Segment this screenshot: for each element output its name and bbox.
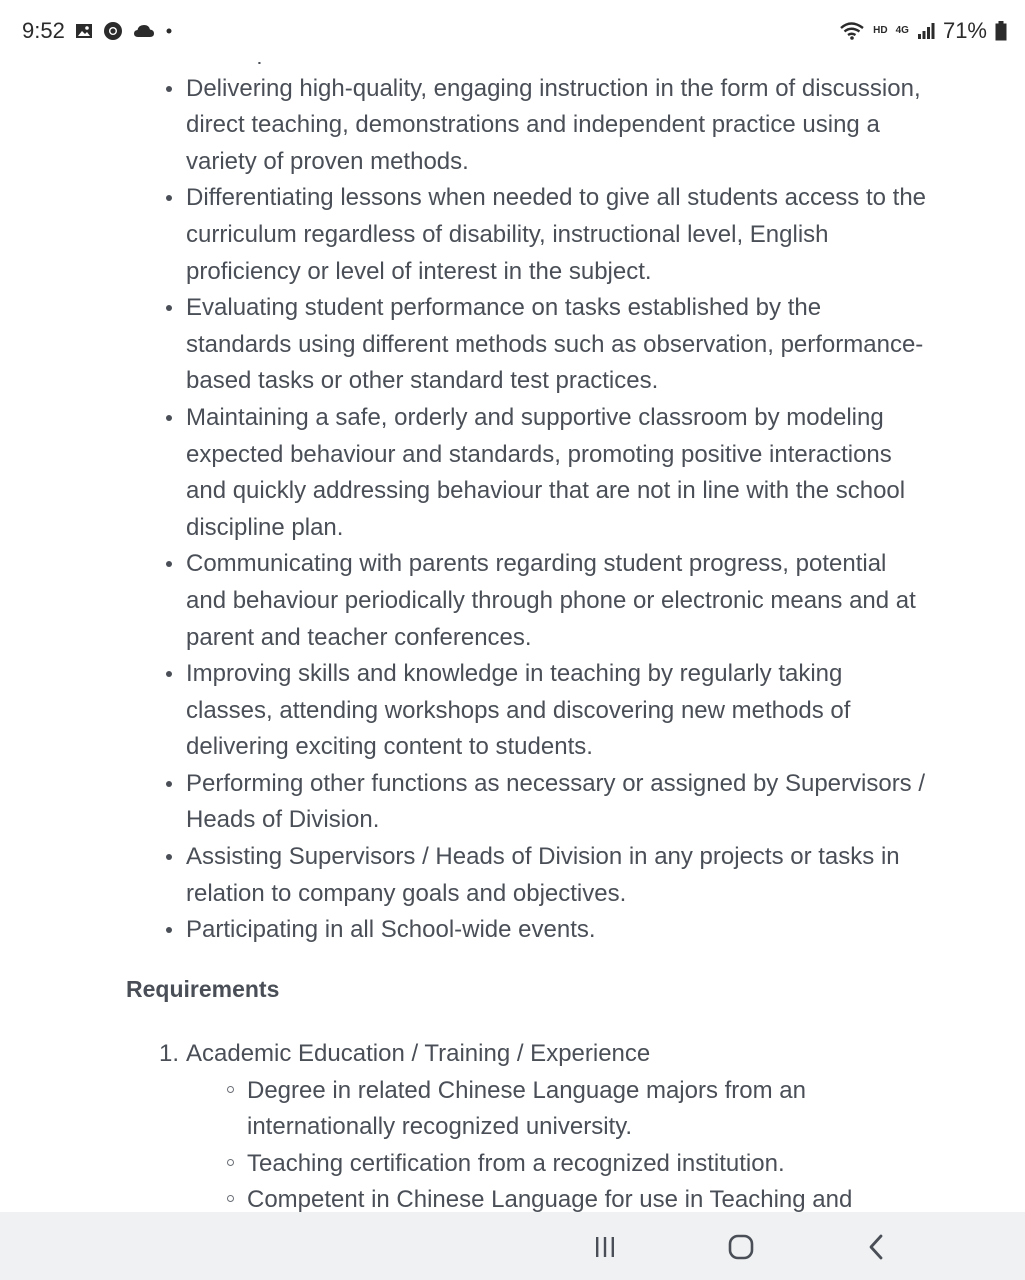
requirement-sublist (186, 1073, 887, 1212)
list-item: Assisting Supervisors / Heads of Division in any projects or tasks in relation to company goals and objectives. (186, 839, 926, 912)
back-button[interactable] (847, 1230, 907, 1264)
recent-apps-button[interactable] (575, 1230, 635, 1264)
home-button[interactable] (711, 1230, 771, 1264)
list-item: Improving skills and knowledge in teaching by regularly taking classes, attending workshops and discovering new methods of delivering exciting content to students. (186, 656, 926, 766)
notification-dot-icon (165, 27, 173, 35)
sub-list-item: Degree in related Chinese Language majors from an internationally recognized university. (247, 1073, 887, 1146)
status-left (22, 18, 173, 44)
list-item: Maintaining a safe, orderly and supportive classroom by modeling expected behaviour and standards, promoting positive interactions and quickly addressing behaviour that are not in line with the school discipline plan. (186, 400, 926, 546)
back-icon (865, 1233, 889, 1261)
network-type-label: 4G (895, 25, 909, 36)
requirement-title: Academic Education / Training / Experience (186, 1040, 651, 1067)
battery-percent: 71% (942, 18, 987, 43)
requirements-heading: Requirements (126, 976, 280, 1002)
recent-apps-icon (593, 1235, 617, 1259)
chrome-icon (103, 21, 123, 41)
list-item: Communicating with parents regarding student progress, potential and behaviour periodically through phone or electronic means and at parent and teacher conferences. (186, 546, 926, 656)
signal-icon (917, 22, 935, 40)
cloud-icon (133, 23, 155, 39)
list-item: Delivering high-quality, engaging instruction in the form of discussion, direct teaching, demonstrations and independent practice using a variety of proven methods. (186, 71, 926, 181)
requirement-number: 1. (159, 1040, 180, 1067)
battery-icon (995, 21, 1007, 41)
list-item: Evaluating student performance on tasks established by the standards using different methods such as observation, performance-based tasks or other standard test practices. (186, 290, 926, 400)
list-item: Performing other functions as necessary or assigned by Supervisors / Heads of Division. (186, 766, 926, 839)
navigation-bar (0, 1212, 1025, 1280)
clock: 9:52 (22, 18, 65, 43)
sub-list-item: Teaching certification from a recognized institution. (247, 1146, 887, 1183)
sub-list-item: Competent in Chinese Language for use in Teaching and (247, 1182, 887, 1212)
status-bar (0, 0, 1025, 62)
hd-label: HD (873, 25, 888, 36)
home-icon (727, 1233, 755, 1261)
status-right (839, 18, 1007, 44)
gallery-icon (75, 22, 93, 40)
requirements-list (159, 1036, 946, 1212)
responsibilities-list (186, 34, 926, 949)
wifi-icon (839, 20, 865, 42)
list-item: Differentiating lessons when needed to give all students access to the curriculum regardless of disability, instructional level, English proficiency or level of interest in the subject. (186, 180, 926, 290)
list-item: Participating in all School-wide events. (186, 912, 926, 949)
requirement-item (159, 1036, 946, 1212)
